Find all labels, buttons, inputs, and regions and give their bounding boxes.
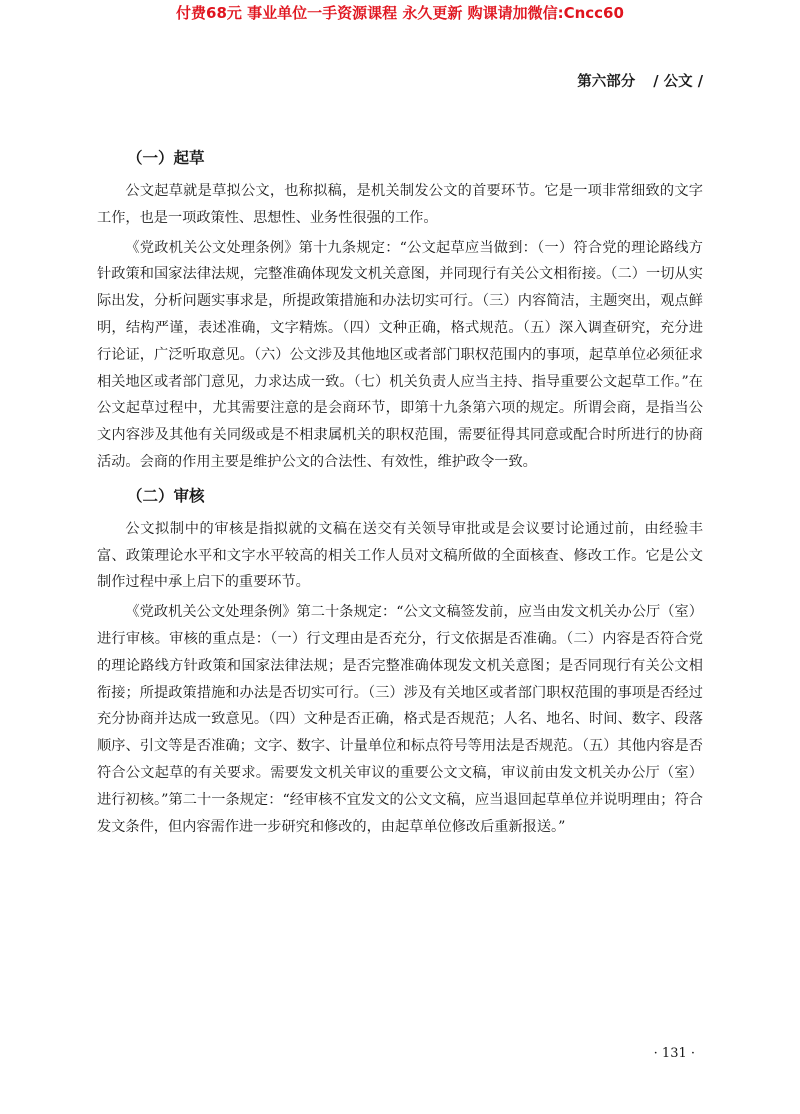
page-number: · 131 · — [653, 1046, 695, 1061]
paragraph: 《党政机关公文处理条例》第二十条规定：“公文文稿签发前，应当由发文机关办公厅（室）进行审核。审核的重点是：（一）行文理由是否充分，行文依据是否准确。（二）内容是否符合党的理论路线方针政策和国家法律法规；是否完整准确体现发文机关意图；是否同现行有关公文相衔接；所提政策措施和办法是否切实可行。（三）涉及有关地区或者部门职权范围的事项是否经过充分协商并达成一致意见。（四）文种是否正确，格式是否规范；人名、地名、时间、数字、段落顺序、引文等是否准确；文字、数字、计量单位和标点符号等用法是否规范。（五）其他内容是否符合公文起草的有关要求。需要发文机关审议的重要公文文稿，审议前由发文机关办公厅（室）进行初核。”第二十一条规定：“经审核不宜发文的公文文稿，应当退回起草单位并说明理由；符合发文条件，但内容需作进一步研究和修改的，由起草单位修改后重新报送。” — [97, 604, 703, 835]
page-body — [97, 146, 703, 840]
section-heading-review: （二）审核 — [127, 486, 205, 505]
promo-banner: 付费68元 事业单位一手资源课程 永久更新 购课请加微信:Cncc60 — [176, 4, 624, 22]
paragraph: 公文起草就是草拟公文，也称拟稿，是机关制发公文的首要环节。它是一项非常细致的文字工作，也是一项政策性、思想性、业务性很强的工作。 — [97, 183, 703, 226]
section-heading-drafting: （一）起草 — [127, 149, 205, 167]
paragraph: 公文拟制中的审核是指拟就的文稿在送交有关领导审批或是会议要讨论通过前，由经验丰富、政策理论水平和文字水平较高的相关工作人员对文稿所做的全面核查、修改工作。它是公文制作过程中承上启下的重要环节。 — [97, 520, 703, 591]
running-head-section: / 公文 / — [653, 73, 703, 90]
running-head-part: 第六部分 — [577, 73, 636, 90]
paragraph: 《党政机关公文处理条例》第十九条规定：“公文起草应当做到：（一）符合党的理论路线方针政策和国家法律法规，完整准确体现发文机关意图，并同现行有关公文相衔接。（二）一切从实际出发，分析问题实事求是，所提政策措施和办法切实可行。（三）内容简洁，主题突出，观点鲜明，结构严谨，表述准确，文字精炼。（四）文种正确，格式规范。（五）深入调查研究，充分进行论证，广泛听取意见。（六）公文涉及其他地区或者部门职权范围内的事项，起草单位必须征求相关地区或者部门意见，力求达成一致。（七）机关负责人应当主持、指导重要公文起草工作。”在公文起草过程中，尤其需要注意的是会商环节，即第十九条第六项的规定。所谓会商，是指当公文内容涉及其他有关同级或是不相隶属机关的职权范围，需要征得其同意或配合时所进行的协商活动。会商的作用主要是维护公文的合法性、有效性，维护政令一致。 — [97, 239, 703, 470]
running-head — [577, 72, 703, 92]
